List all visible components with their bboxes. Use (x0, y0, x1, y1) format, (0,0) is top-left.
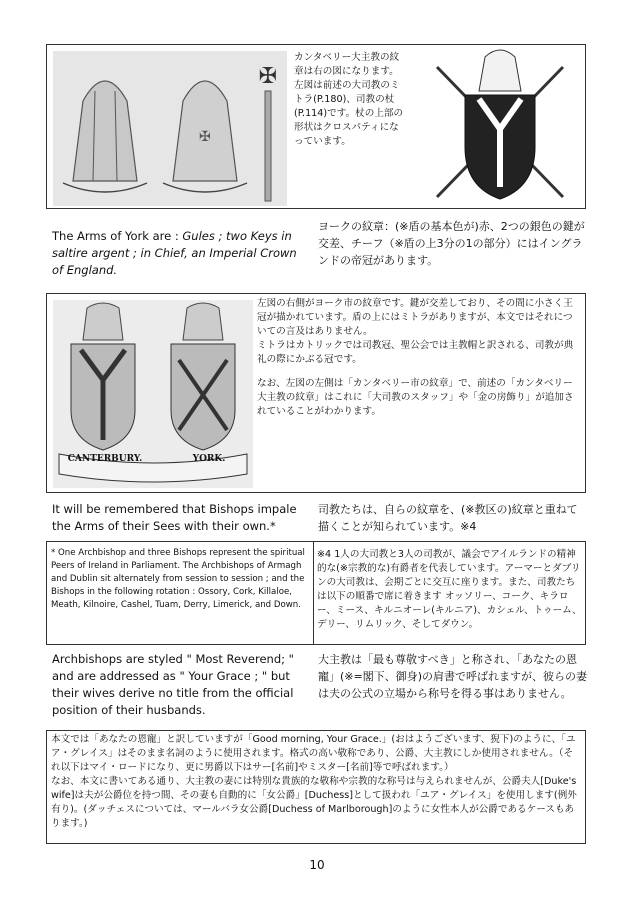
your-grace-note-text (51, 733, 581, 831)
canterbury-label: CANTERBURY. (67, 454, 143, 464)
canterbury-city-paragraph: なお、左図の左側は「カンタベリー市の紋章」で、前述の「カンタベリー大主教の紋章」はこれに「大司教のスタッフ」や「金の房飾り」が追加されていることがわかります。 (257, 378, 574, 417)
archbishops-styled-en: Archbishops are styled " Most Reverend; " and are addressed as " Your Grace ; " but their wives derive no title from the official position of their husbands. (52, 652, 294, 717)
mitre-and-staff-illustration (53, 51, 287, 206)
footnote-divider (313, 542, 314, 644)
your-grace-note (46, 730, 586, 844)
canterbury-section (46, 44, 586, 209)
footnote-section (46, 541, 586, 645)
footnote-en: * One Archbishop and three Bishops represent the spiritual Peers of Ireland in Parliament. The Archbishops of Armagh and Dublin sit alternately from session to session ; and the Bishops in the following rotation : Ossory, Cork, Killaloe, Meath, Kilnoire, Cashel, Tuam, Derry, Limerick, and Down. (51, 548, 305, 610)
footnote-jp: ※4 1人の大司教と3人の司教が、議会でアイルランドの精神的な(※宗教的な)有爵者を代表しています。アーマーとダブリンの大司教は、会期ごとに交互に座ります。また、司教たちは以下の順番で席に着きます オッソリー、コーク、キラロー、ミース、キルニオーレ(キルニア)、カシェル、トゥーム、デリー、リムリック、そしてダウン。 (317, 549, 582, 630)
canterbury-arms-illustration (417, 47, 583, 207)
canterbury-description: カンタベリー大主教の紋章は右の図になります。左図は前述の大司教のミトラ(P.180)、司教の杖(P.114)です。杖の上部の形状はクロスパティになっています。 (294, 52, 404, 147)
page-number: 10 (309, 858, 325, 872)
york-label: YORK. (192, 454, 226, 464)
york-arms-jp: ヨークの紋章：(※盾の基本色が)赤、2つの銀色の鍵が交差、チーフ（※盾の上3分の1の部分）にはイングランドの帝冠があります。 (318, 220, 585, 267)
your-grace-paragraph: 本文では「あなたの恩寵」と訳していますが「Good morning, Your Grace.」(おはようございます、猊下)のように、「ユア・グレイス」はそのまま名詞のように使用されます。格式の高い敬称であり、公爵、大主教にしか使用されません。（それ以下はマイ・ロードになり、更に男爵以下はサー[名前]やミスター[名前]等で呼ばれます。） (51, 734, 576, 773)
svg-text:✠: ✠ (258, 64, 278, 89)
city-arms-section (46, 293, 586, 493)
duchess-paragraph: なお、本文に書いてある通り、大主教の妻には特別な貴族的な敬称や宗教的な称号は与えられませんが、公爵夫人[Duke's wife]は夫が公爵位を持つ間、その妻も自動的に「女公爵」[Duchess]として扱われ「ユア・グレイス」を使用します(例外有り)。(ダッチェスについては、マールバラ女公爵[Duchess of Marlborough]のように女性本人が公爵であるケースもあります。) (51, 776, 577, 829)
city-arms-description (257, 297, 582, 419)
svg-text:✠: ✠ (495, 101, 505, 112)
bishops-impale-en: It will be remembered that Bishops impale the Arms of their Sees with their own.* (52, 502, 297, 533)
york-arms-en: The Arms of York are : Gules ; two Keys in saltire argent ; in Chief, an Imperial Crown of England. (52, 229, 297, 277)
archbishops-styled-jp: 大主教は「最も尊敬すべき」と称され、「あなたの恩寵」(※=閣下、御身)の肩書で呼ばれますが、彼らの妻は夫の公式の立場から称号を得る事はありません。 (318, 653, 588, 700)
svg-text:✠: ✠ (199, 129, 211, 145)
city-arms-paragraph: 左図の右側がヨーク市の紋章です。鍵が交差しており、その間に小さく王冠が描かれています。盾の上にはミトラがありますが、本文ではそれについての言及はありません。 (257, 298, 573, 337)
bishops-impale-jp: 司教たちは、自らの紋章を、(※教区の)紋章と重ねて描くことが知られています。※4 (318, 503, 578, 533)
mitre-paragraph: ミトラはカトリックでは司教冠、聖公会では主教帽と訳される、司教が典礼の際にかぶる冠です。 (257, 340, 574, 365)
